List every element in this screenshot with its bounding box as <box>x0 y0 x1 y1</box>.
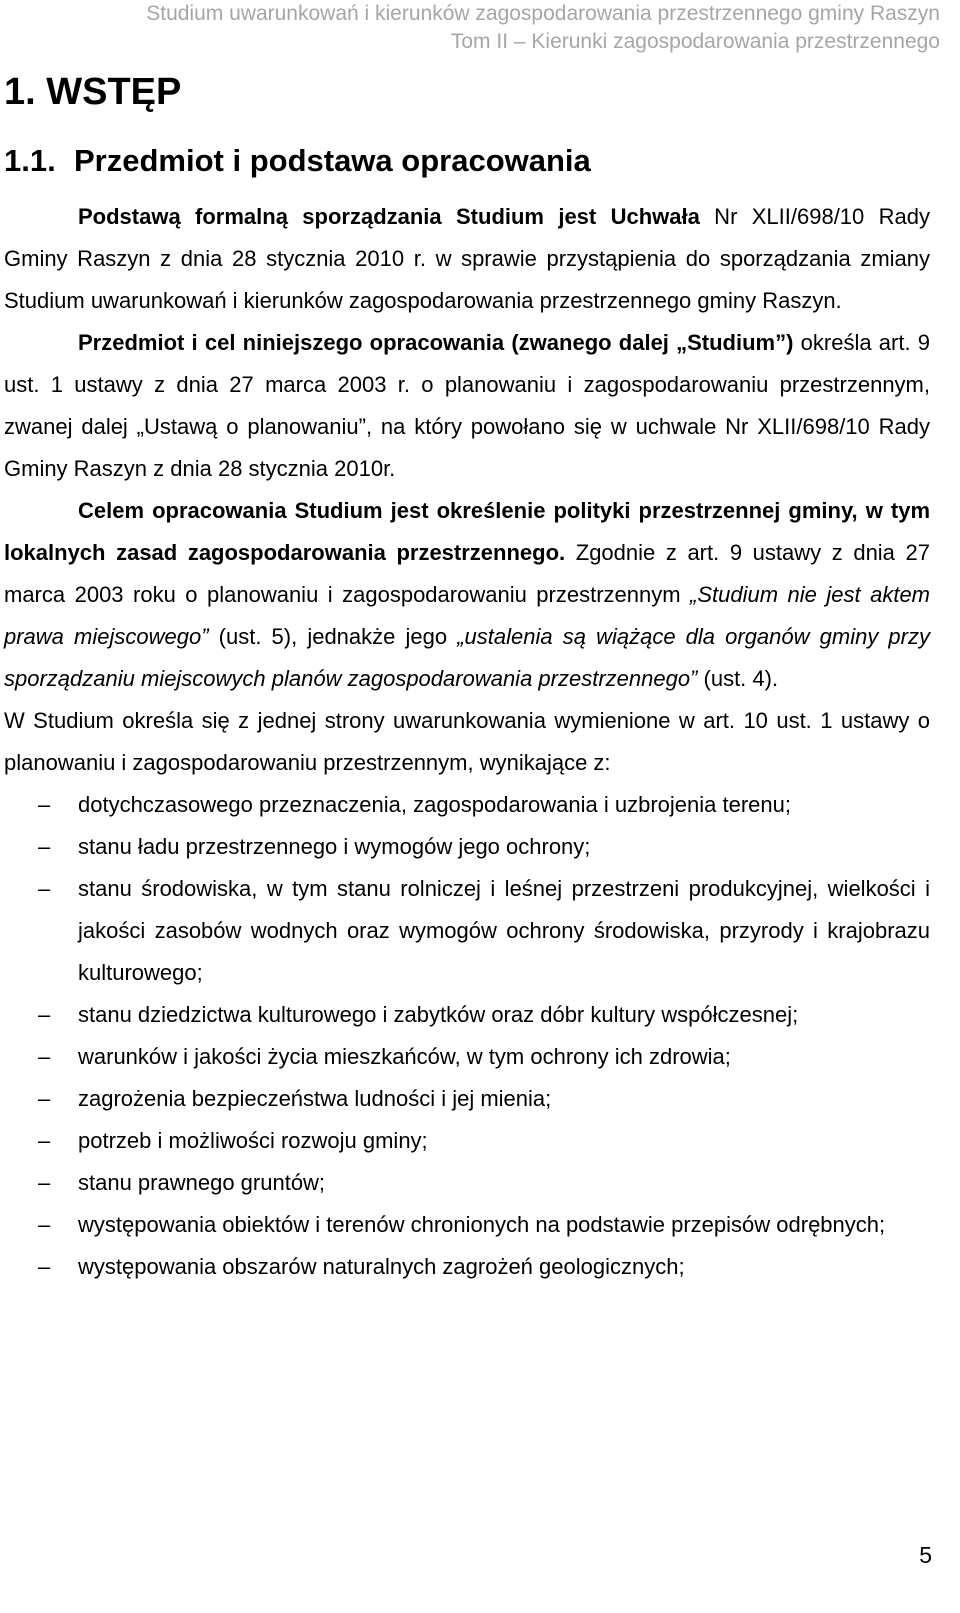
chapter-title: 1. WSTĘP <box>4 71 182 113</box>
running-header <box>0 0 940 56</box>
dash-marker: – <box>38 1212 51 1237</box>
conditions-list <box>4 784 930 1288</box>
legal-basis-bold: Podstawą formalną sporządzania Studium jest Uchwała <box>78 204 700 229</box>
list-item-text: potrzeb i możliwości rozwoju gminy; <box>78 1128 428 1153</box>
list-item-text: dotychczasowego przeznaczenia, zagospodarowania i uzbrojenia terenu; <box>78 792 792 817</box>
list-item <box>4 1204 930 1246</box>
purpose-quote-1: „Studium nie jest aktem prawa miejscowego” <box>4 582 931 649</box>
dash-marker: – <box>38 834 51 859</box>
list-item <box>4 868 930 994</box>
paragraph-legal-basis <box>4 196 930 322</box>
section-title: Przedmiot i podstawa opracowania <box>74 143 591 178</box>
purpose-text-1: Zgodnie z art. 9 ustawy z dnia 27 marca 2003 roku o planowaniu i zagospodarowaniu przestrzennym <box>4 540 930 607</box>
paragraph-conditions: W Studium określa się z jednej strony uwarunkowania wymienione w art. 10 ust. 1 ustawy o planowaniu i zagospodarowaniu przestrzennym, wynikające z: <box>4 708 930 775</box>
page-number: 5 <box>919 1542 932 1568</box>
legal-basis-text: Nr XLII/698/10 Rady Gminy Raszyn z dnia 28 stycznia 2010 r. w sprawie przystąpienia do sporządzania zmiany Studium uwarunkowań i kierunków zagospodarowania przestrzennego gminy Raszyn. <box>4 204 930 313</box>
dash-marker: – <box>38 876 51 901</box>
list-item-text: stanu ładu przestrzennego i wymogów jego ochrony; <box>78 834 591 859</box>
list-item <box>4 994 930 1036</box>
list-item <box>4 826 930 868</box>
dash-marker: – <box>38 1044 51 1069</box>
purpose-quote-2: „ustalenia są wiążące dla organów gminy przy sporządzaniu miejscowych planów zagospodarowania przestrzennego” <box>4 624 930 691</box>
paragraph-subject <box>4 322 930 490</box>
list-item-text: występowania obiektów i terenów chronionych na podstawie przepisów odrębnych; <box>78 1212 886 1237</box>
list-item <box>4 1078 930 1120</box>
document-body <box>4 196 930 1288</box>
section-number: 1.1. <box>4 143 56 178</box>
paragraph-purpose <box>4 490 930 700</box>
list-item-text: stanu prawnego gruntów; <box>78 1170 326 1195</box>
dash-marker: – <box>38 1254 51 1279</box>
header-line-2: Tom II – Kierunki zagospodarowania przestrzennego <box>450 30 940 53</box>
list-item-text: występowania obszarów naturalnych zagrożeń geologicznych; <box>78 1254 685 1279</box>
list-item <box>4 784 930 826</box>
dash-marker: – <box>38 1170 51 1195</box>
list-item-text: stanu dziedzictwa kulturowego i zabytków oraz dóbr kultury współczesnej; <box>78 1002 799 1027</box>
dash-marker: – <box>38 792 51 817</box>
header-line-1: Studium uwarunkowań i kierunków zagospodarowania przestrzennego gminy Raszyn <box>146 2 940 25</box>
dash-marker: – <box>38 1128 51 1153</box>
dash-marker: – <box>38 1002 51 1027</box>
subject-text: określa art. 9 ust. 1 ustawy z dnia 27 marca 2003 r. o planowaniu i zagospodarowaniu przestrzennym, zwanej dalej „Ustawą o planowaniu”, na który powołano się w uchwale Nr XLII/698/10 Rady Gminy Raszyn z dnia 28 stycznia 2010r. <box>4 330 930 481</box>
list-item-text: zagrożenia bezpieczeństwa ludności i jej mienia; <box>78 1086 552 1111</box>
section-heading <box>4 140 591 182</box>
list-item <box>4 1036 930 1078</box>
list-item-text: warunków i jakości życia mieszkańców, w tym ochrony ich zdrowia; <box>78 1044 731 1069</box>
list-item <box>4 1162 930 1204</box>
subject-bold: Przedmiot i cel niniejszego opracowania (zwanego dalej „Studium”) <box>78 330 794 355</box>
list-item <box>4 1246 930 1288</box>
list-item <box>4 1120 930 1162</box>
purpose-bold: Celem opracowania Studium jest określenie polityki przestrzennej gminy, w tym lokalnych zasad zagospodarowania przestrzennego. <box>4 498 930 565</box>
purpose-text-3: (ust. 4). <box>697 666 779 691</box>
dash-marker: – <box>38 1086 51 1111</box>
purpose-text-2: (ust. 5), jednakże jego <box>208 624 458 649</box>
list-item-text: stanu środowiska, w tym stanu rolniczej i leśnej przestrzeni produkcyjnej, wielkości i jakości zasobów wodnych oraz wymogów ochrony środowiska, przyrody i krajobrazu kulturowego; <box>78 876 930 985</box>
